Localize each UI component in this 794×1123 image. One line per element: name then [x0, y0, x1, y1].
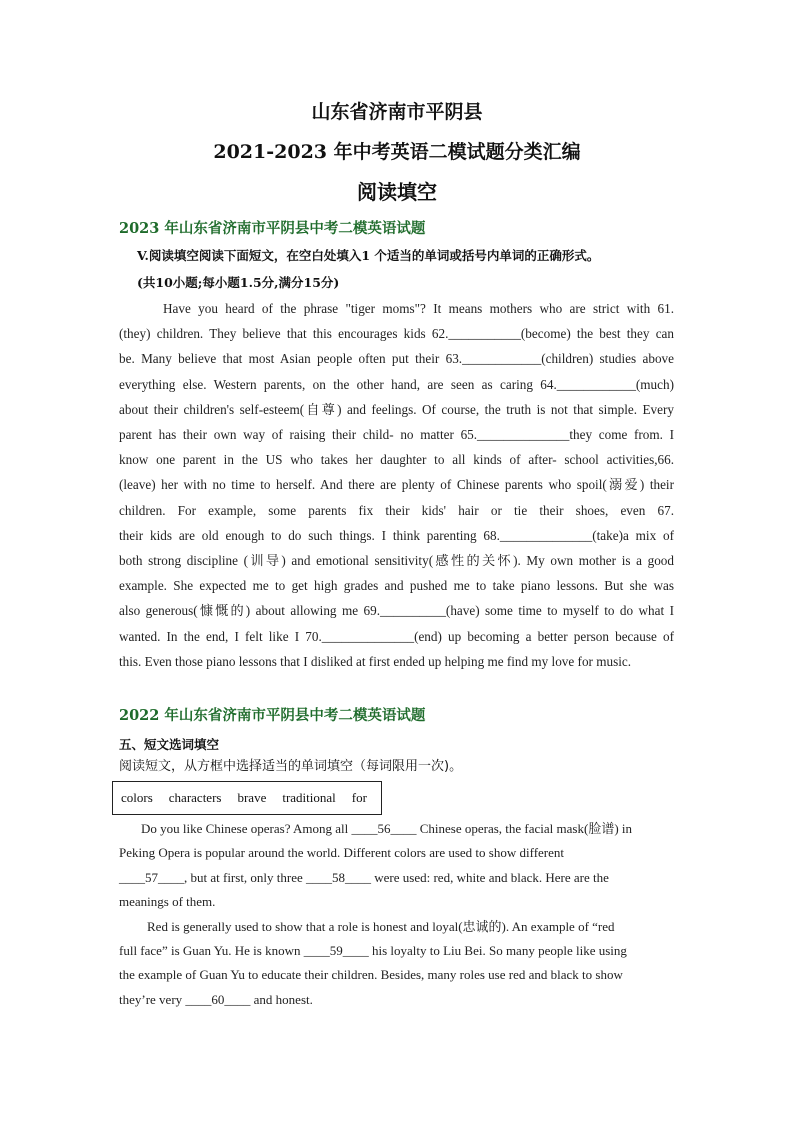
section-2022-instruction: 阅读短文，从方框中选择适当的单词填空（每词限用一次)。: [119, 759, 463, 774]
passage-line: Have you heard of the phrase "tiger moms"? It means mothers who are strict with 61.: [163, 301, 674, 316]
word-bank-item: colors: [121, 790, 153, 805]
passage-line: everything else. Western parents, on the other hand, are seen as caring 64.____________(much): [119, 376, 674, 392]
section-2023-instruction: V.阅读填空阅读下面短文，在空白处填入1 个适当的单词或括号内单词的正确形式。: [137, 248, 600, 263]
word-bank-item: characters: [168, 790, 222, 805]
passage-line: this. Even those piano lessons that I disliked at first ended up helping me find my love for music.: [119, 653, 632, 669]
passage-2022: [119, 817, 674, 1012]
passage-2023: [119, 296, 674, 674]
word-bank-box: [112, 781, 382, 815]
passage-line: about their children's self-esteem(自尊) and feelings. Of course, the truth is not that simple. Every: [119, 401, 674, 417]
word-bank-item: brave: [237, 790, 267, 805]
subtitle-topic: 阅读填空: [357, 180, 437, 204]
main-title: 山东省济南市平阴县: [311, 101, 483, 123]
section-2023-scoring: (共10小题;每小题1.5分,满分15分): [137, 275, 340, 290]
passage-line: (they) children. They believe that this encourages kids 62.___________(become) the best they can: [119, 326, 674, 342]
passage-line: example. She expected me to get high grades and pushed me to take piano lessons. But she was: [119, 578, 674, 594]
section-2022-heading: 2022 年山东省济南市平阴县中考二模英语试题: [119, 707, 426, 724]
word-bank-item: traditional: [282, 790, 336, 805]
passage-line: ____57____, but at first, only three ____58____ were used: red, white and black. Here are the: [119, 869, 609, 885]
passage-line: meanings of them.: [119, 894, 216, 910]
section-2023-heading: 2023 年山东省济南市平阴县中考二模英语试题: [119, 220, 426, 237]
passage-line: also generous(慷慨的) about allowing me 69.__________(have) some time to myself to do what I: [119, 603, 674, 619]
passage-line: Peking Opera is popular around the world. Different colors are used to show different: [119, 845, 565, 861]
passage-line: parent has their own way of raising their child- no matter 65.______________they come from. I: [119, 427, 674, 443]
passage-line: wanted. In the end, I felt like I 70.______________(end) up becoming a better person because of: [119, 628, 674, 644]
passage-line: be. Many believe that most Asian people often put their 63.____________(children) studies above: [119, 351, 674, 367]
passage-line: they’re very ____60____ and honest.: [119, 991, 313, 1007]
passage-line: Do you like Chinese operas? Among all ____56____ Chinese operas, the facial mask(脸谱) in: [141, 821, 633, 836]
passage-line: children. For example, some parents fix their kids' hair or tie their shoes, even 67.: [119, 502, 674, 518]
passage-line: (leave) her with no time to herself. And there are plenty of Chinese parents who spoil(溺爱) their: [119, 477, 674, 493]
passage-line: Red is generally used to show that a role is honest and loyal(忠诚的). An example of “red: [147, 918, 615, 934]
word-bank-item: for: [351, 790, 367, 805]
passage-line: both strong discipline (训导) and emotional sensitivity(感性的关怀). My own mother is a good: [119, 553, 674, 569]
passage-line: the example of Guan Yu to educate their children. Besides, many roles use red and black to show: [119, 967, 623, 983]
passage-line: know one parent in the US who takes her daughter to all kinds of after- school activities,66.: [119, 452, 674, 468]
section-2022-part: 五、短文选词填空: [119, 737, 220, 752]
subtitle-years: 2021-2023 年中考英语二模试题分类汇编: [213, 141, 581, 163]
passage-line: their kids are old enough to do such things. I think parenting 68.______________(take)a mix of: [119, 527, 674, 543]
passage-line: full face” is Guan Yu. He is known ____59____ his loyalty to Liu Bei. So many people like using: [119, 943, 627, 959]
